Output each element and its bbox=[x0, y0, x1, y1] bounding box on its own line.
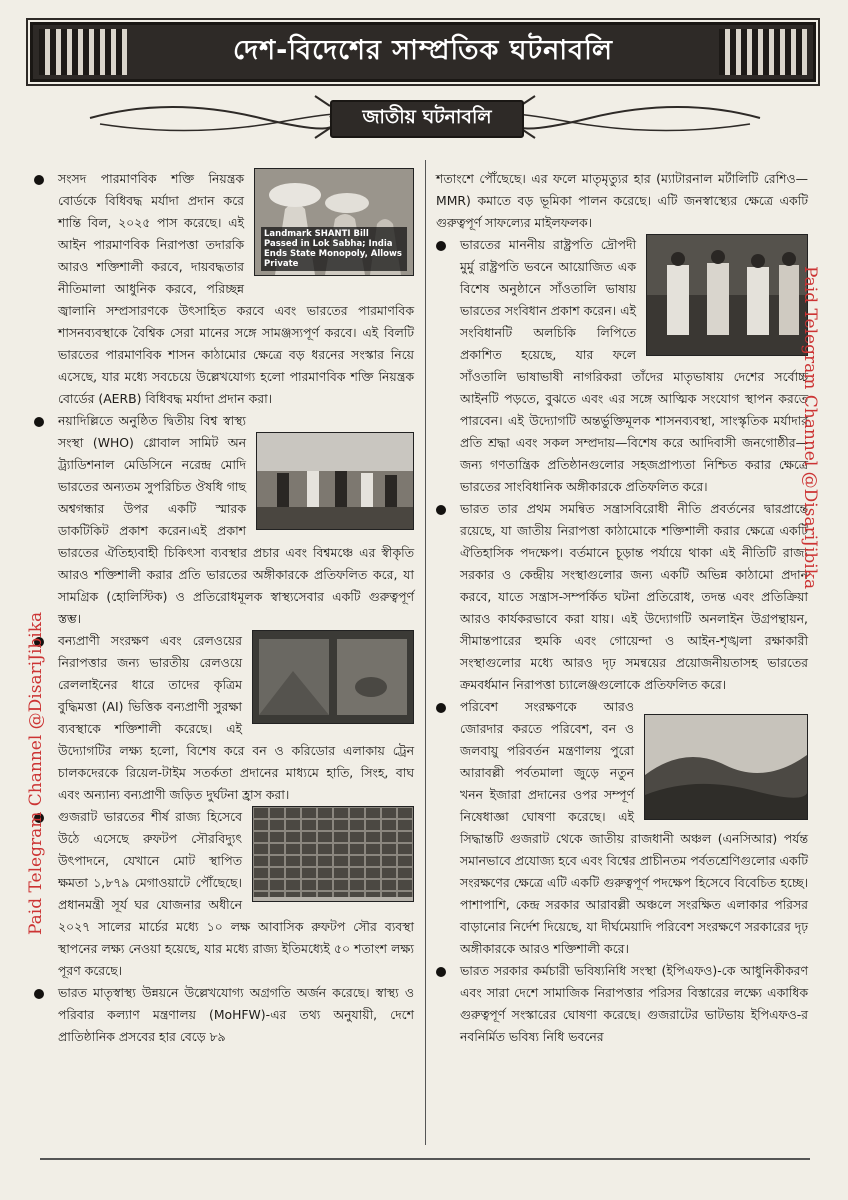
news-text: পরিবেশ সংরক্ষণকে আরও জোরদার করতে পরিবেশ, বন ও জলবায়ু পরিবর্তন মন্ত্রণালয় পুরো আরাবল্লী পর্বতমালা জুড়ে নতুন খনন ইজারা প্রদানের ওপর সম্পূর্ণ নিষেধাজ্ঞা ঘোষণা করেছে। এই সিদ্ধান্তটি গুজরাট থেকে জাতীয় রাজধানী অঞ্চল (এনসিআর) পর্যন্ত সমানভাবে প্রযোজ্য হবে এবং বিশ্বের প্রাচীনতম পর্বতশ্রেণিগুলোর একটি সংরক্ষণের ক্ষেত্রে এটি একটি গুরুত্বপূর্ণ পদক্ষেপ হিসেবে বিবেচিত হচ্ছে। পাশাপাশি, কেন্দ্র সরকার আরাবল্লী অঞ্চলে সংরক্ষিত এলাকার পরিসর বাড়ানোর নির্দেশ দিয়েছে, যা দীর্ঘমেয়াদি পরিবেশ সংরক্ষণে সরকারের দৃঢ় অঙ্গীকারকে আরও শক্তিশালী করে। bbox=[460, 699, 808, 956]
bottom-rule bbox=[40, 1158, 810, 1160]
rooftop-solar-image bbox=[253, 807, 413, 901]
bullet-icon bbox=[436, 703, 446, 713]
news-text: ভারত মাতৃস্বাস্থ্য উন্নয়নে উল্লেখযোগ্য অগ্রগতি অর্জন করেছে। স্বাস্থ্য ও পরিবার কল্যাণ মন্ত্রণালয় (MoHFW)-এর তথ্য অনুযায়ী, দেশে প্রাতিষ্ঠানিক প্রসবের হার বেড়ে ৮৯ bbox=[58, 985, 414, 1044]
news-text: গুজরাট ভারতের শীর্ষ রাজ্য হিসেবে উঠে এসেছে রুফটপ সৌরবিদ্যুৎ উৎপাদনে, যেখানে মোট স্থাপিত ক্ষমতা ১,৮৭৯ মেগাওয়াটে পৌঁছেছে। প্রধানমন্ত্রী সূর্য ঘর যোজনার অধীনে ২০২৭ সালের মার্চের মধ্যে ১০ লক্ষ আবাসিক রুফটপ সৌর ব্যবস্থা স্থাপনের লক্ষ্য নেওয়া হয়েছে, যার মধ্যে রাজ্য ইতিমধ্যেই ৫০ শতাংশ লক্ষ্য পূরণ করেছে। bbox=[58, 809, 414, 978]
summit-stage-image bbox=[257, 433, 413, 529]
news-text: ভারত সরকার কর্মচারী ভবিষ্যনিধি সংস্থা (ইপিএফও)-কে আধুনিকীকরণ এবং সারা দেশে সামাজিক নিরাপত্তার পরিসর বিস্তারের লক্ষ্যে একাধিক গুরুত্বপূর্ণ সংস্কারের ঘোষণা করেছে। গুজরাটের ভাটভায় ইপিএফও-র নবনির্মিত ভবিষ্য নিধি ভবনের bbox=[460, 963, 808, 1044]
news-text: ভারত তার প্রথম সমন্বিত সন্ত্রাসবিরোধী নীতি প্রবর্তনের দ্বারপ্রান্তে রয়েছে, যা জাতীয় নিরাপত্তা কাঠামোকে শক্তিশালী করার ক্ষেত্রে একটি ঐতিহাসিক পদক্ষেপ। বর্তমানে চূড়ান্ত পর্যায়ে থাকা এই নীতিটি রাজ্য সরকার ও কেন্দ্রীয় সংস্থাগুলোর জন্য একটি অভিন্ন কাঠামো প্রদান করবে, যাতে সন্ত্রাস-সম্পর্কিত ঘটনা প্রতিরোধ, তদন্ত এবং প্রতিক্রিয়া আরও কার্যকরভাবে করা যায়। এই উদ্যোগটি অনলাইন উগ্রপন্থায়ন, সীমান্তপারের হুমকি এবং গোয়েন্দা ও আইন-শৃঙ্খলা রক্ষাকারী সংস্থাগুলোর মধ্যে আরও দৃঢ় সমন্বয়ের প্রয়োজনীয়তাসহ ভারতের ক্রমবর্ধমান নিরাপত্তা চ্যালেঞ্জগুলোকে প্রতিফলিত করে। bbox=[460, 501, 808, 692]
news-item bbox=[34, 168, 414, 410]
news-item bbox=[436, 960, 808, 1048]
news-item bbox=[34, 630, 414, 806]
bullet-icon bbox=[34, 989, 44, 999]
news-item bbox=[34, 410, 414, 630]
photo-wildlife-rail bbox=[252, 630, 414, 724]
bullet-icon bbox=[34, 417, 44, 427]
left-column bbox=[34, 168, 414, 1048]
news-text: ভারতের মাননীয় রাষ্ট্রপতি দ্রৌপদী মুর্মু রাষ্ট্রপতি ভবনে আয়োজিত এক বিশেষ অনুষ্ঠানে সাঁওতালি ভাষায় ভারতের সংবিধান প্রকাশ করেন। এই সংবিধানটি অলচিকি লিপিতে প্রকাশিত হয়েছে, যার ফলে সাঁওতালি ভাষাভাষী নাগরিকরা তাঁদের মাতৃভাষায় দেশের সর্বোচ্চ আইনটি পড়তে, বুঝতে এবং এর সঙ্গে আত্মিক সংযোগ স্থাপন করতে পারবেন। এই উদ্যোগটি অন্তর্ভুক্তিমূলক শাসনব্যবস্থা, সাংস্কৃতিক মর্যাদার প্রতি শ্রদ্ধা এবং সকল সম্প্রদায়—বিশেষ করে আদিবাসী জনগোষ্ঠীর—জন্য গণতান্ত্রিক প্রতিষ্ঠানগুলোর সহজপ্রাপ্যতা নিশ্চিত করার ক্ষেত্রে ভারতের সাংবিধানিক অঙ্গীকারকে প্রতিফলিত করে। bbox=[460, 237, 808, 494]
section-title: জাতীয় ঘটনাবলি bbox=[330, 100, 524, 138]
header-stripes-right bbox=[719, 29, 807, 75]
photo-president-event bbox=[646, 234, 808, 356]
aravalli-hills-image bbox=[645, 715, 807, 819]
president-event-image bbox=[647, 235, 807, 355]
railway-wildlife-image bbox=[253, 631, 413, 723]
watermark-right: Paid Telegram Channel @DisariJibika bbox=[800, 266, 820, 590]
news-item bbox=[436, 696, 808, 960]
news-item bbox=[436, 234, 808, 498]
right-column bbox=[436, 168, 808, 1048]
page-title: দেশ-বিদেশের সাম্প্রতিক ঘটনাবলি bbox=[233, 34, 613, 66]
photo-who-summit bbox=[256, 432, 414, 530]
section-heading bbox=[80, 88, 770, 148]
photo-rooftop-solar bbox=[252, 806, 414, 902]
photo-caption: Landmark SHANTI Bill Passed in Lok Sabha; India Ends State Monopoly, Allows Private bbox=[261, 227, 407, 271]
news-text: সংসদ পারমাণবিক শক্তি নিয়ন্ত্রক বোর্ডকে বিধিবদ্ধ মর্যাদা প্রদান করে শান্তি বিল, ২০২৫ পাস করেছে। এই আইন পারমাণবিক নিরাপত্তা তদারকি আরও শক্তিশালী করবে, দায়বদ্ধতার নীতিমালা আধুনিক করবে, পরিচ্ছন্ন জ্বালানি সম্প্রসারণকে উৎসাহিত করবে এবং ভারতের পারমাণবিক শাসনব্যবস্থাকে বৈশ্বিক সেরা মানের সঙ্গে সামঞ্জস্যপূর্ণ করবে। এই বিলটি ভারতের পারমাণবিক শাসন কাঠামোর ক্ষেত্রে বড় ধরনের সংস্কার নিয়ে এসেছে, যার মধ্যে সবচেয়ে উল্লেখযোগ্য হলো পারমাণবিক শক্তি নিয়ন্ত্রক বোর্ডের (AERB) বিধিবদ্ধ মর্যাদা প্রদান করা। bbox=[58, 171, 414, 406]
news-item bbox=[34, 982, 414, 1048]
news-text: শতাংশে পৌঁছেছে। এর ফলে মাতৃমৃত্যুর হার (ম্যাটারনাল মর্টালিটি রেশিও—MMR) কমাতে বড় ভূমিকা পালন করেছে। এটি জনস্বাস্থ্যের ক্ষেত্রে একটি গুরুত্বপূর্ণ সাফল্যের মাইলফলক। bbox=[436, 171, 808, 230]
news-text: নয়াদিল্লিতে অনুষ্ঠিত দ্বিতীয় বিশ্ব স্বাস্থ্য সংস্থা (WHO) গ্লোবাল সামিট অন ট্র্যাডিশনাল মেডিসিনে নরেন্দ্র মোদি ভারতের অন্যতম সুপরিচিত ঔষধি গাছ অশ্বগন্ধার উপর একটি স্মারক ডাকটিকিট প্রকাশ করেন।এই প্রকাশ ভারতের ঐতিহ্যবাহী চিকিৎসা ব্যবস্থার প্রচার এবং বিশ্বমঞ্চে এর স্বীকৃতি আরও শক্তিশালী করার প্রতি ভারতের অঙ্গীকারকে প্রতিফলিত করে, যা সামগ্রিক (হোলিস্টিক) ও প্রতিরোধমূলক স্বাস্থ্যসেবার একটি গুরুত্বপূর্ণ স্তম্ভ। bbox=[58, 413, 414, 626]
bullet-icon bbox=[436, 241, 446, 251]
watermark-left: Paid Telegram Channel @DisariJibika bbox=[26, 611, 46, 935]
header-stripes-left bbox=[39, 29, 127, 75]
news-text: বন্যপ্রাণী সংরক্ষণ এবং রেলওয়ের নিরাপত্তার জন্য ভারতীয় রেলওয়ে রেললাইনের ধারে তাদের কৃত্রিম বুদ্ধিমত্তা (AI) ভিত্তিক বন্যপ্রাণী সুরক্ষা ব্যবস্থাকে শক্তিশালী করেছে। এই উদ্যোগটির লক্ষ্য হলো, বিশেষ করে বন ও করিডোর এলাকায় ট্রেন চালকদেরকে রিয়েল-টাইম সতর্কতা প্রদানের মাধ্যমে হাতি, সিংহ, বাঘ এবং অন্যান্য বন্যপ্রাণী জড়িত দুর্ঘটনা হ্রাস করা। bbox=[58, 633, 414, 802]
news-item bbox=[436, 498, 808, 696]
news-item bbox=[34, 806, 414, 982]
bullet-icon bbox=[436, 505, 446, 515]
column-divider bbox=[425, 160, 426, 1145]
photo-aravalli bbox=[644, 714, 808, 820]
photo-shanti-bill bbox=[254, 168, 414, 276]
bullet-icon bbox=[34, 175, 44, 185]
news-item-continued bbox=[436, 168, 808, 234]
bullet-icon bbox=[436, 967, 446, 977]
header-banner bbox=[30, 22, 816, 82]
